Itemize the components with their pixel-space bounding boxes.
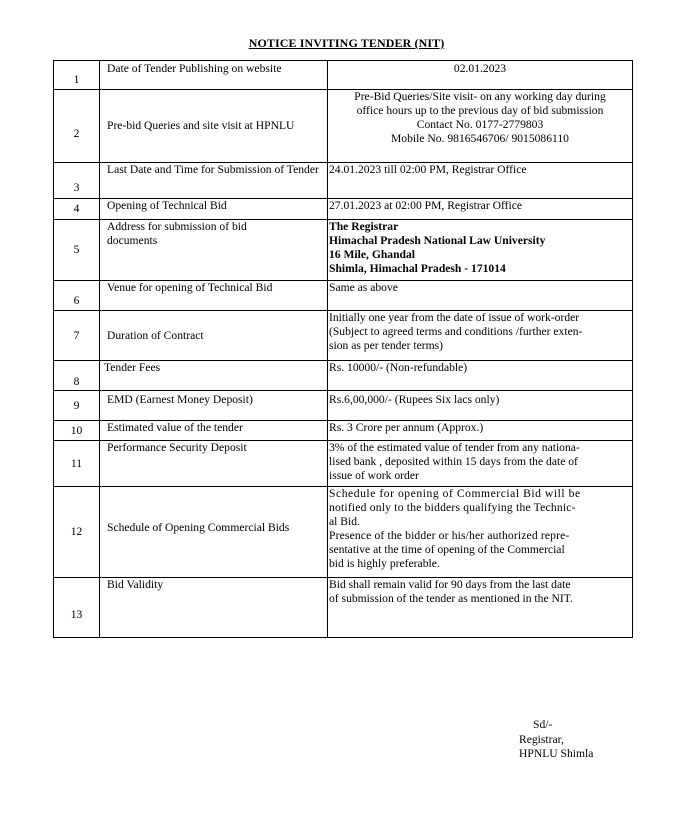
table-row: [54, 578, 633, 638]
table-row: [54, 421, 633, 441]
row-label: Performance Security Deposit: [100, 441, 328, 487]
row-value: Rs. 3 Crore per annum (Approx.): [328, 421, 633, 441]
table-row: [54, 361, 633, 391]
table-row: [54, 61, 633, 90]
table-row: [54, 391, 633, 421]
row-label: Tender Fees: [100, 361, 328, 391]
row-number: 4: [54, 199, 100, 220]
row-value: The Registrar Himachal Pradesh National Law University 16 Mile, Ghandal Shimla, Himachal Pradesh - 171014: [328, 220, 633, 281]
signature-designation: Registrar,: [519, 733, 564, 746]
row-number: 2: [54, 90, 100, 163]
table-row: [54, 281, 633, 311]
row-label: Last Date and Time for Submission of Tender: [100, 163, 328, 199]
row-value: 27.01.2023 at 02:00 PM, Registrar Office: [328, 199, 633, 220]
table-row: [54, 163, 633, 199]
row-label: Address for submission of bid documents: [100, 220, 328, 281]
row-number: 7: [54, 311, 100, 361]
row-label: Estimated value of the tender: [100, 421, 328, 441]
tender-table: [53, 60, 633, 638]
row-number: 1: [54, 61, 100, 90]
row-value: Initially one year from the date of issue of work-order (Subject to agreed terms and conditions /further exten- sion as per tender terms): [328, 311, 633, 361]
row-number: 11: [54, 441, 100, 487]
row-label: EMD (Earnest Money Deposit): [100, 391, 328, 421]
row-label: Bid Validity: [100, 578, 328, 638]
row-number: 3: [54, 163, 100, 199]
row-label: Opening of Technical Bid: [100, 199, 328, 220]
row-value: Pre-Bid Queries/Site visit- on any working day during office hours up to the previous day of bid submission Contact No. 0177-2779803 Mobile No. 9816546706/ 9015086110: [328, 90, 633, 163]
table-row: [54, 311, 633, 361]
row-number: 6: [54, 281, 100, 311]
table-row: [54, 199, 633, 220]
row-number: 12: [54, 487, 100, 578]
row-value: Same as above: [328, 281, 633, 311]
document-title: NOTICE INVITING TENDER (NIT): [248, 36, 445, 50]
table-row: [54, 90, 633, 163]
table-row: [54, 441, 633, 487]
table-row: [54, 220, 633, 281]
row-number: 10: [54, 421, 100, 441]
row-label: Pre-bid Queries and site visit at HPNLU: [100, 90, 328, 163]
row-value: Bid shall remain valid for 90 days from the last date of submission of the tender as mentioned in the NIT.: [328, 578, 633, 638]
row-value: 3% of the estimated value of tender from any nationa- lised bank , deposited within 15 days from the date of issue of work order: [328, 441, 633, 487]
signature-institution: HPNLU Shimla: [519, 747, 594, 760]
row-value: Rs. 10000/- (Non-refundable): [328, 361, 633, 391]
row-label: Date of Tender Publishing on website: [100, 61, 328, 90]
row-number: 13: [54, 578, 100, 638]
row-number: 9: [54, 391, 100, 421]
table-row: [54, 487, 633, 578]
row-value: Rs.6,00,000/- (Rupees Six lacs only): [328, 391, 633, 421]
row-number: 8: [54, 361, 100, 391]
row-label: Duration of Contract: [100, 311, 328, 361]
row-value: 02.01.2023: [328, 61, 633, 90]
row-label: Schedule of Opening Commercial Bids: [100, 487, 328, 578]
row-value: 24.01.2023 till 02:00 PM, Registrar Office: [328, 163, 633, 199]
signature-sd: Sd/-: [533, 718, 553, 731]
row-label: Venue for opening of Technical Bid: [100, 281, 328, 311]
row-number: 5: [54, 220, 100, 281]
row-value: Schedule for opening of Commercial Bid will be notified only to the bidders qualifying the Technic- al Bid. Presence of the bidder or his/her authorized repre- sentative at the time of opening of the Commercial bid is highly preferable.: [328, 487, 633, 578]
